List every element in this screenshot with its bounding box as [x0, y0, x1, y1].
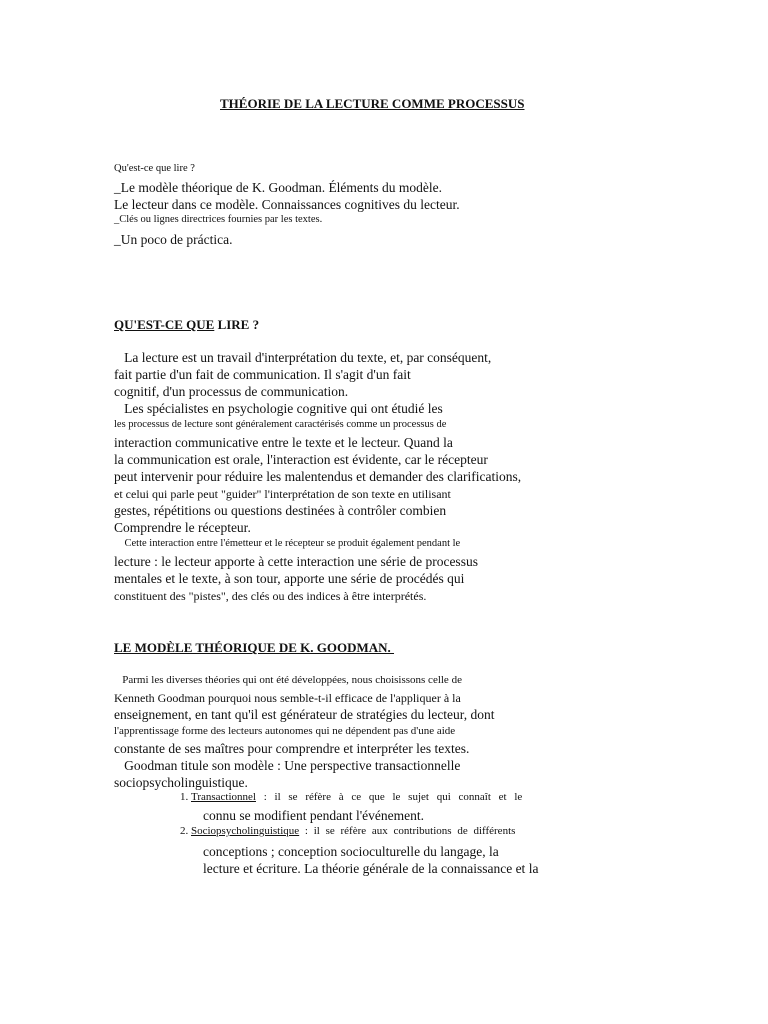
section1-heading-rest: LIRE ? [214, 317, 260, 332]
section1-line: et celui qui parle peut "guider" l'interprétation de son texte en utilisant [114, 487, 451, 501]
section1-line: constituent des "pistes", des clés ou des indices à être interprétés. [114, 589, 427, 603]
section2-line: enseignement, en tant qu'il est générateur de stratégies du lecteur, dont [114, 707, 495, 722]
section2-line: constante de ses maîtres pour comprendre et interpréter les textes. [114, 741, 470, 756]
section1-line: fait partie d'un fait de communication. Il s'agit d'un fait [114, 367, 411, 382]
section1-line: mentales et le texte, à son tour, apporte une série de procédés qui [114, 571, 465, 586]
list-item-term: Transactionnel [191, 791, 256, 803]
toc-line-4: _Un poco de práctica. [114, 232, 233, 247]
list-item-term: Sociopsycholinguistique [191, 825, 300, 837]
section2-line: Kenneth Goodman pourquoi nous semble-t-il efficace de l'appliquer à la [114, 691, 461, 705]
list-item-number: 2. [180, 825, 189, 837]
section1-line: peut intervenir pour réduire les malentendus et demander des clarifications, [114, 469, 522, 484]
section1-line: Cette interaction entre l'émetteur et le récepteur se produit également pendant le [114, 538, 461, 549]
section2-line: Goodman titule son modèle : Une perspective transactionnelle [114, 758, 461, 773]
section1-line: interaction communicative entre le texte et le lecteur. Quand la [114, 435, 453, 450]
list-item-text: : il se réfère aux contributions de différents [299, 825, 516, 837]
section1-line: lecture : le lecteur apporte à cette interaction une série de processus [114, 554, 478, 569]
list-item [180, 826, 551, 837]
document-title: THÉORIE DE LA LECTURE COMME PROCESSUS [220, 96, 525, 111]
list-item-continuation: conceptions ; conception socioculturelle du langage, la [203, 844, 499, 859]
section1-heading-underlined: QU'EST-CE QUE [114, 317, 215, 332]
toc-line-1: _Le modèle théorique de K. Goodman. Éléments du modèle. [114, 180, 443, 195]
list-item-text: : il se réfère à ce que le sujet qui connaît et le [255, 791, 523, 803]
section1-line: Les spécialistes en psychologie cognitive qui ont étudié les [114, 401, 443, 416]
section1-line: Comprendre le récepteur. [114, 520, 251, 535]
section1-line: la communication est orale, l'interaction est évidente, car le récepteur [114, 452, 488, 467]
toc-line-2: Le lecteur dans ce modèle. Connaissances cognitives du lecteur. [114, 197, 460, 212]
toc-line-3: _Clés ou lignes directrices fournies par les textes. [114, 214, 323, 225]
section2-line: Parmi les diverses théories qui ont été développées, nous choisissons celle de [114, 674, 462, 686]
list-item-number: 1. [180, 791, 189, 803]
section1-line: gestes, répétitions ou questions destinées à contrôler combien [114, 503, 447, 518]
section1-line: La lecture est un travail d'interprétation du texte, et, par conséquent, [114, 350, 492, 365]
section2-heading: LE MODÈLE THÉORIQUE DE K. GOODMAN. [114, 640, 395, 655]
list-item-continuation: connu se modifient pendant l'événement. [203, 808, 424, 823]
toc-intro: Qu'est-ce que lire ? [114, 163, 195, 174]
list-item [180, 792, 551, 803]
section1-line: les processus de lecture sont généralement caractérisés comme un processus de [114, 419, 447, 430]
section2-line: l'apprentissage forme des lecteurs autonomes qui ne dépendent pas d'une aide [114, 725, 456, 737]
section1-line: cognitif, d'un processus de communication. [114, 384, 349, 399]
section2-line: sociopsycholinguistique. [114, 775, 248, 790]
list-item-continuation: lecture et écriture. La théorie générale de la connaissance et la [203, 861, 539, 876]
section1-heading [114, 318, 259, 331]
